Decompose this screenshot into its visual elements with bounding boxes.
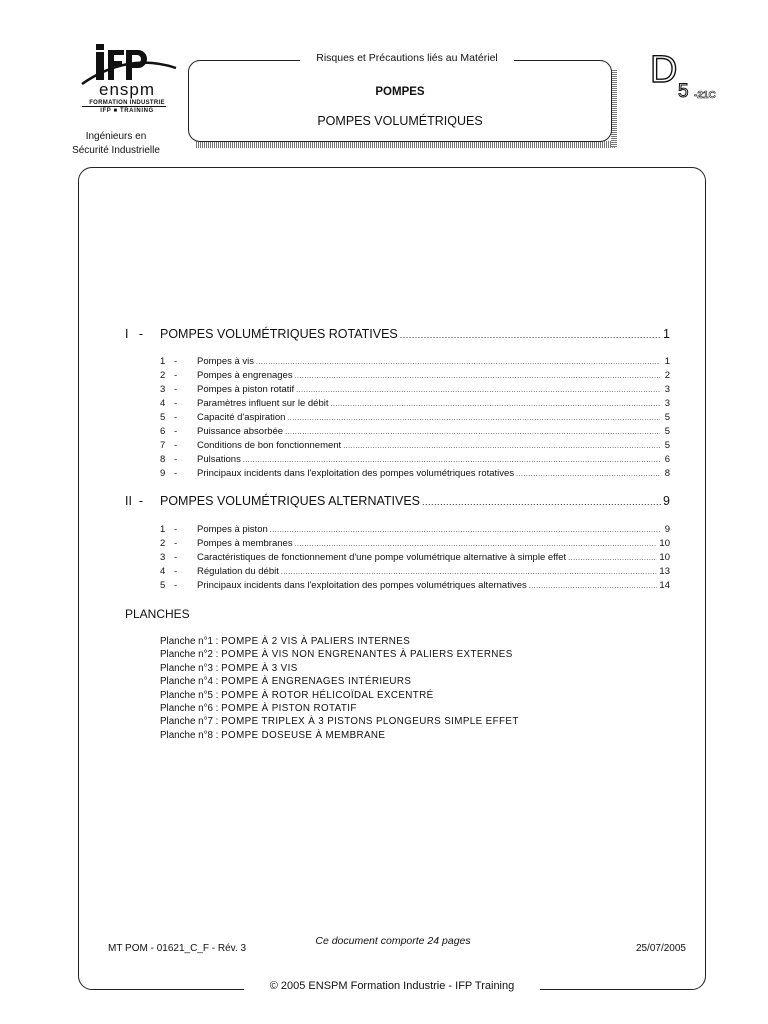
doc-code-suffix: -21C <box>694 90 716 101</box>
toc-item-page: 5 <box>664 412 670 423</box>
toc-item[interactable] <box>160 412 670 426</box>
toc-item-label: Pompes à vis <box>197 356 255 367</box>
toc-item-number: 2 <box>160 538 166 549</box>
tagline-line-1: Ingénieurs en <box>85 131 147 142</box>
toc-item[interactable] <box>160 370 670 384</box>
toc-item-dash: - <box>174 552 178 563</box>
toc-leader <box>330 401 660 408</box>
toc-item[interactable] <box>160 524 670 538</box>
document-title: POMPES <box>375 86 425 98</box>
toc-item-label: Pompes à membranes <box>197 538 293 549</box>
header-category: Risques et Précautions liés au Matériel <box>300 52 514 64</box>
copyright: © 2005 ENSPM Formation Industrie - IFP Training <box>244 980 540 992</box>
toc-leader <box>296 387 660 394</box>
toc-item-page: 3 <box>664 398 670 409</box>
toc-item-dash: - <box>174 566 178 577</box>
planche-ref: Planche n°1 : <box>160 636 219 647</box>
toc-leader <box>568 555 657 562</box>
planche-item[interactable] <box>160 663 298 676</box>
toc-item-label: Pompes à engrenages <box>197 370 293 381</box>
toc-item-label: Caractéristiques de fonctionnement d'une pompe volumétrique alternative à simple effet <box>197 552 567 563</box>
toc-section-label: POMPES VOLUMÉTRIQUES ALTERNATIVES <box>160 494 421 508</box>
toc-leader <box>529 583 658 590</box>
toc-item-number: 1 <box>160 524 166 535</box>
logo-subline-2: IFP ■ TRAINING <box>100 108 154 114</box>
toc-item-dash: - <box>174 356 178 367</box>
toc-item-label: Paramètres influent sur le débit <box>197 398 329 409</box>
planche-title: POMPE À PISTON ROTATIF <box>221 703 357 714</box>
planche-ref: Planche n°6 : <box>160 703 219 714</box>
toc-item-dash: - <box>174 370 178 381</box>
toc-item-number: 6 <box>160 426 166 437</box>
toc-leader <box>270 527 660 534</box>
toc-item-page: 5 <box>664 426 670 437</box>
toc-leader <box>287 415 660 422</box>
toc-item-page: 8 <box>664 468 670 479</box>
planche-item[interactable] <box>160 716 519 729</box>
toc-item-number: 4 <box>160 398 166 409</box>
toc-item-number: 4 <box>160 566 166 577</box>
toc-item[interactable] <box>160 580 670 594</box>
toc-item[interactable] <box>160 552 670 566</box>
tagline-line-2: Sécurité Industrielle <box>72 145 160 156</box>
logo-name: enspm <box>98 80 156 99</box>
toc-item-number: 1 <box>160 356 166 367</box>
planche-item[interactable] <box>160 636 410 649</box>
toc-item[interactable] <box>160 356 670 370</box>
header-box <box>188 60 612 142</box>
toc-item-dash: - <box>174 440 178 451</box>
planche-title: POMPE DOSEUSE À MEMBRANE <box>221 729 386 741</box>
toc-leader <box>281 569 658 576</box>
planche-ref: Planche n°2 : <box>160 649 219 661</box>
toc-section-number: II - <box>125 494 144 508</box>
planche-title: POMPE À VIS NON ENGRENANTES À PALIERS EXTERNES <box>221 649 513 661</box>
toc-item-page: 9 <box>664 524 670 535</box>
toc-item-page: 6 <box>664 454 670 465</box>
planche-ref: Planche n°4 : <box>160 676 219 688</box>
planches-heading: PLANCHES <box>125 607 190 621</box>
planche-title: POMPE À ENGRENAGES INTÉRIEURS <box>221 676 412 688</box>
toc-item-page: 2 <box>664 370 670 381</box>
planche-item[interactable] <box>160 676 411 689</box>
toc-item-label: Principaux incidents dans l'exploitation des pompes volumétriques alternatives <box>197 580 527 591</box>
document-subtitle: POMPES VOLUMÉTRIQUES <box>317 114 483 128</box>
logo-subline-1: FORMATION INDUSTRIE <box>89 100 165 106</box>
toc-item-page: 10 <box>659 552 670 563</box>
toc-item-dash: - <box>174 580 178 591</box>
toc-section-label: POMPES VOLUMÉTRIQUES ROTATIVES <box>160 327 398 341</box>
planche-ref: Planche n°7 : <box>160 716 219 728</box>
toc-section-page: 1 <box>663 327 670 341</box>
toc-item[interactable] <box>160 454 670 468</box>
document-date: 25/07/2005 <box>635 943 686 954</box>
toc-item-number: 7 <box>160 440 166 451</box>
toc-leader <box>516 471 660 478</box>
enspm-logo <box>68 44 176 144</box>
document-reference: MT POM - 01621_C_F - Rév. 3 <box>108 943 247 954</box>
toc-item-dash: - <box>174 384 178 395</box>
toc-item-label: Pompes à piston <box>197 524 268 535</box>
toc-item[interactable] <box>160 468 670 482</box>
toc-item-number: 3 <box>160 384 166 395</box>
tagline <box>56 130 176 158</box>
planche-title: POMPE À 2 VIS À PALIERS INTERNES <box>221 636 411 647</box>
toc-item[interactable] <box>160 398 670 412</box>
toc-item[interactable] <box>160 566 670 580</box>
planche-title: POMPE À 3 VIS <box>221 662 298 674</box>
toc-item-page: 13 <box>659 566 670 577</box>
toc-section-2[interactable] <box>125 494 670 508</box>
planche-ref: Planche n°3 : <box>160 662 219 674</box>
toc-item-dash: - <box>174 524 178 535</box>
toc-item-label: Pulsations <box>197 454 241 465</box>
toc-leader <box>243 457 660 464</box>
toc-item-dash: - <box>174 426 178 437</box>
toc-item-label: Conditions de bon fonctionnement <box>197 440 342 451</box>
toc-item-page: 10 <box>659 538 670 549</box>
toc-item-label: Principaux incidents dans l'exploitation des pompes volumétriques rotatives <box>197 468 515 479</box>
page-count-note: Ce document comporte 24 pages <box>315 935 471 947</box>
doc-code-letter: D <box>650 49 678 91</box>
toc-section-1[interactable] <box>125 327 670 341</box>
toc-item-dash: - <box>174 412 178 423</box>
toc-item-label: Puissance absorbée <box>197 426 284 437</box>
toc-item-number: 5 <box>160 580 166 591</box>
planche-item[interactable] <box>160 690 434 703</box>
toc-item-page: 14 <box>659 580 670 591</box>
doc-code-number: 5 <box>678 81 689 102</box>
planche-ref: Planche n°5 : <box>160 689 219 701</box>
header-box-shadow <box>196 141 616 148</box>
planche-ref: Planche n°8 : <box>160 729 219 741</box>
toc-item-dash: - <box>174 538 178 549</box>
toc-item-number: 8 <box>160 454 166 465</box>
planche-item[interactable] <box>160 649 513 662</box>
toc-section-number: I - <box>125 327 144 341</box>
toc-item[interactable] <box>160 426 670 440</box>
toc-leader <box>400 330 661 340</box>
toc-item-page: 5 <box>664 440 670 451</box>
toc-item[interactable] <box>160 440 670 454</box>
toc-item-label: Capacité d'aspiration <box>197 412 286 423</box>
toc-leader <box>295 373 660 380</box>
toc-item[interactable] <box>160 384 670 398</box>
toc-leader <box>422 497 661 507</box>
toc-item-label: Régulation du débit <box>197 566 279 577</box>
toc-leader <box>343 443 660 450</box>
toc-leader <box>285 429 660 436</box>
planche-title: POMPE TRIPLEX À 3 PISTONS PLONGEURS SIMPLE EFFET <box>221 716 519 728</box>
toc-item-page: 3 <box>664 384 670 395</box>
toc-item-number: 2 <box>160 370 166 381</box>
planche-item[interactable] <box>160 730 385 743</box>
toc-item-label: Pompes à piston rotatif <box>197 384 295 395</box>
toc-item-number: 9 <box>160 468 166 479</box>
planche-title: POMPE À ROTOR HÉLICOÏDAL EXCENTRÉ <box>221 689 434 701</box>
planche-item[interactable] <box>160 703 357 716</box>
toc-leader <box>256 359 660 366</box>
toc-section-page: 9 <box>663 494 670 508</box>
toc-leader <box>295 541 658 548</box>
toc-item-dash: - <box>174 468 178 479</box>
toc-item-dash: - <box>174 454 178 465</box>
toc-item-number: 5 <box>160 412 166 423</box>
toc-item-page: 1 <box>664 356 670 367</box>
toc-item[interactable] <box>160 538 670 552</box>
toc-item-dash: - <box>174 398 178 409</box>
toc-item-number: 3 <box>160 552 166 563</box>
